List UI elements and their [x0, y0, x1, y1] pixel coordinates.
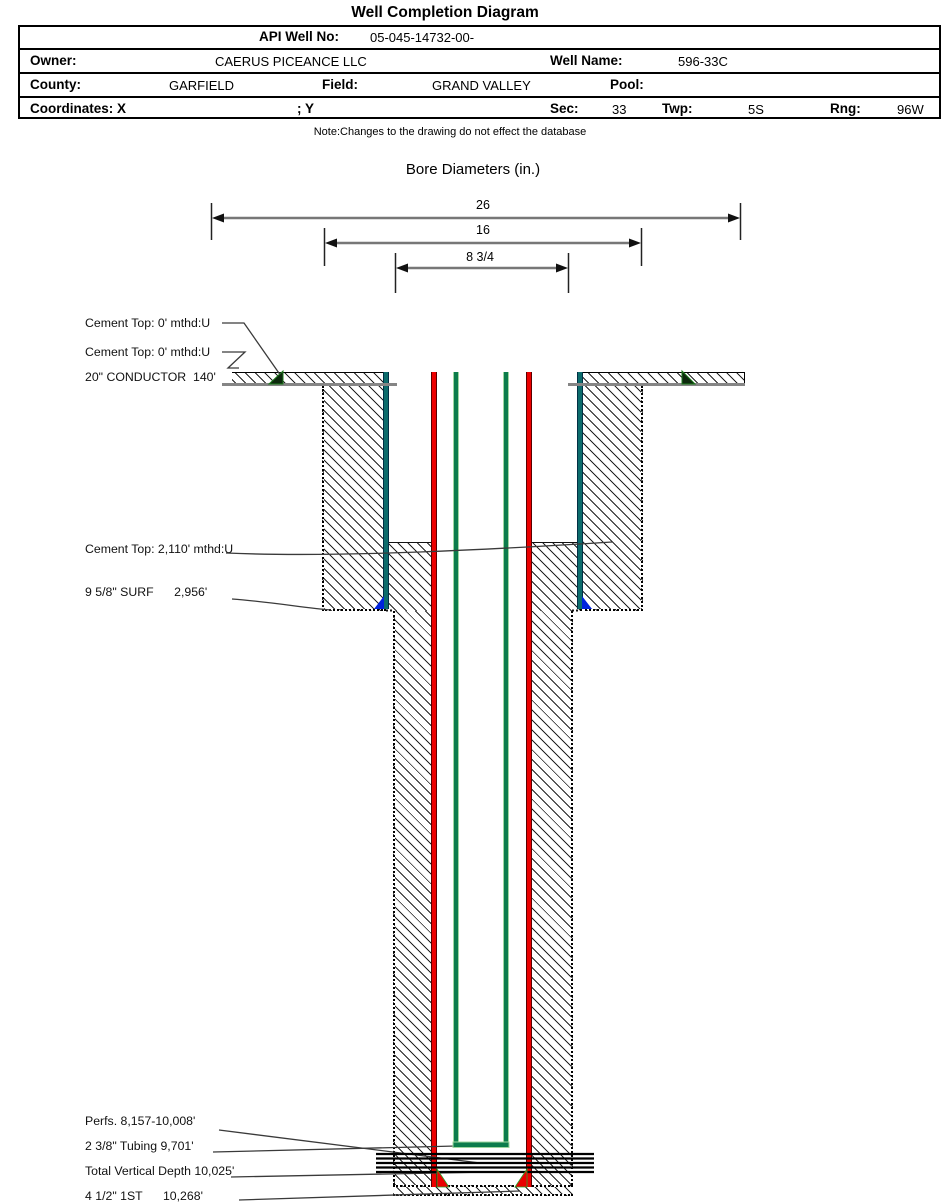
api-well-no-value: 05-045-14732-00- [370, 30, 475, 45]
tubing-line-right [503, 372, 509, 1147]
surface-casing-label: 9 5/8" SURF 2,956' [85, 585, 208, 599]
rng-label: Rng: [830, 101, 861, 116]
cement-column-right [531, 542, 580, 611]
sec-label: Sec: [550, 101, 579, 116]
dim-label-8-3-4: 8 3/4 [466, 250, 494, 264]
field-label: Field: [322, 77, 358, 92]
bore-diameters-heading: Bore Diameters (in.) [405, 161, 541, 178]
conductor-casing-label: 20" CONDUCTOR 140' [85, 370, 232, 384]
cement-top-0-label-a: Cement Top: 0' mthd:U [85, 316, 211, 330]
tubing-line-left [453, 372, 459, 1147]
api-well-no-label: API Well No: [258, 29, 339, 44]
conductor-flange-left [225, 372, 386, 386]
cement-top-2110-label: Cement Top: 2,110' mthd:U [85, 542, 234, 556]
field-value: GRAND VALLEY [432, 78, 531, 93]
surface-casing-line-right [577, 372, 583, 609]
dim-label-26: 26 [476, 198, 490, 212]
surface-hole-wall-right [580, 386, 643, 611]
dim-label-16: 16 [476, 223, 490, 237]
perfs-label: Perfs. 8,157-10,008' [85, 1114, 196, 1128]
coordinates-y-label: ; Y [297, 101, 315, 116]
table-row-divider [20, 72, 939, 74]
rng-value: 96W [897, 102, 924, 117]
well-name-label: Well Name: [550, 53, 623, 68]
tubing-label: 2 3/8" Tubing 9,701' [85, 1139, 194, 1153]
surface-hole-wall-left [322, 386, 386, 611]
owner-value: CAERUS PICEANCE LLC [215, 54, 367, 69]
owner-label: Owner: [30, 53, 77, 68]
pool-label: Pool: [610, 77, 644, 92]
note-line: Note:Changes to the drawing do not effect the database [313, 126, 587, 138]
tvd-label: Total Vertical Depth 10,025' [85, 1164, 235, 1178]
production-casing-label: 4 1/2" 1ST 10,268' [85, 1189, 203, 1202]
coordinates-label: Coordinates: X [30, 101, 127, 116]
production-hole-wall-left [393, 611, 433, 1185]
table-row-divider [20, 96, 939, 98]
well-bottom-plug [393, 1185, 573, 1196]
cement-top-0-label-b: Cement Top: 0' mthd:U [85, 345, 211, 359]
surface-casing-line-left [383, 372, 389, 609]
well-name-value: 596-33C [678, 54, 728, 69]
cement-column-left [386, 542, 433, 611]
table-row-divider [20, 48, 939, 50]
production-casing-line-right [526, 372, 532, 1187]
production-casing-line-left [431, 372, 437, 1187]
twp-label: Twp: [662, 101, 693, 116]
twp-value: 5S [748, 102, 764, 117]
county-label: County: [30, 77, 81, 92]
page-title: Well Completion Diagram [351, 4, 539, 21]
production-hole-wall-right [531, 611, 573, 1185]
well-info-table [18, 25, 941, 119]
county-value: GARFIELD [169, 78, 235, 93]
conductor-flange-right [578, 372, 745, 386]
sec-value: 33 [612, 102, 627, 117]
tubing-bottom [453, 1142, 509, 1148]
